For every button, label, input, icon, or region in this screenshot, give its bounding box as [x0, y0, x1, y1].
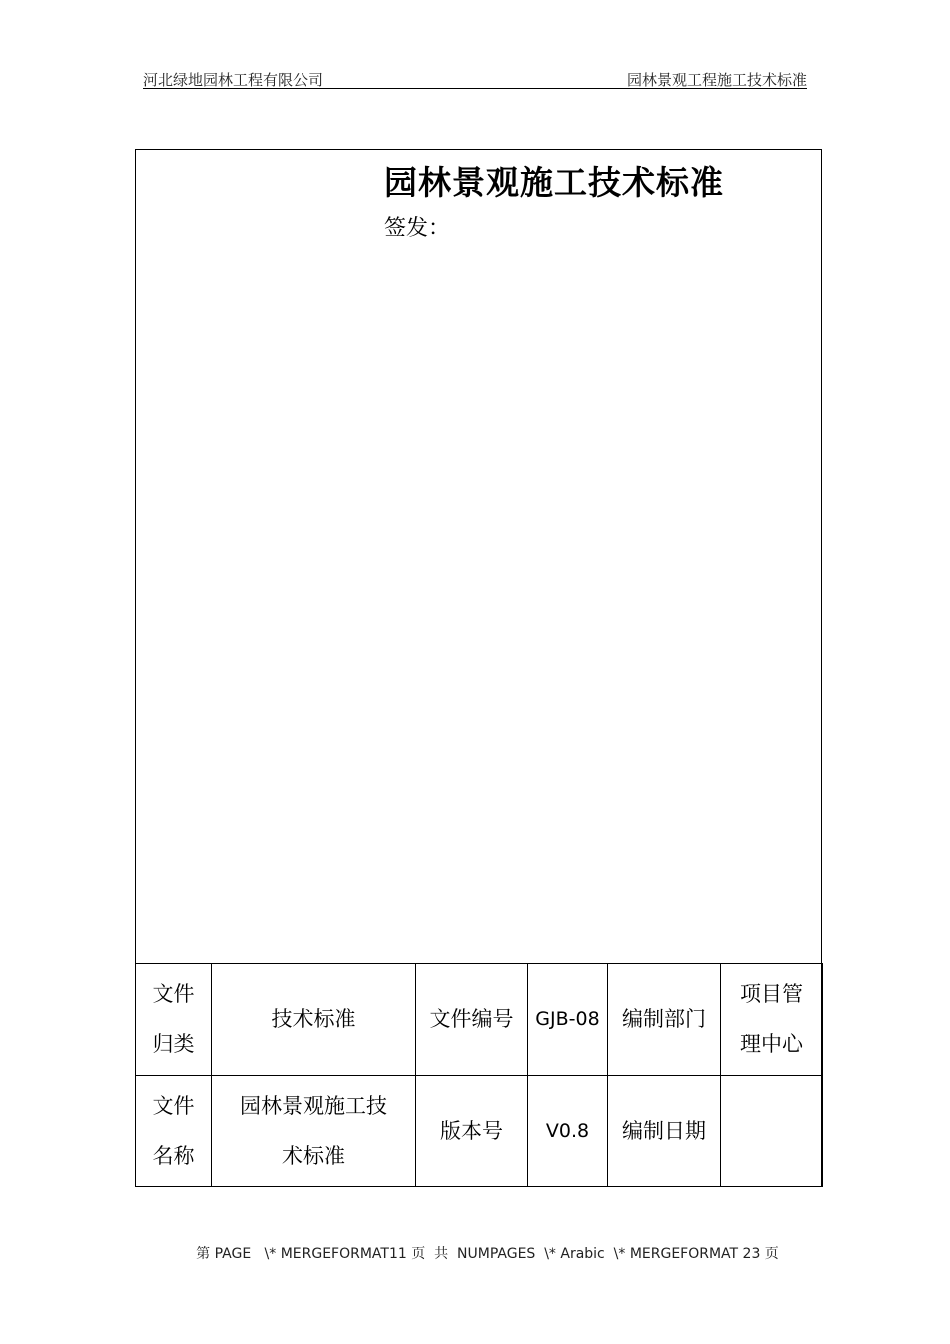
header-doc-title: 园林景观工程施工技术标准: [626, 71, 807, 89]
category-value: 技术标准: [212, 964, 416, 1076]
name-label: 文件名称: [136, 1075, 212, 1187]
page-footer: 第 PAGE \* MERGEFORMAT11 页 共 NUMPAGES \* Arabic \* MERGEFORMAT 23 页: [196, 1246, 779, 1262]
department-value: 项目管理中心: [721, 964, 823, 1076]
date-value: [721, 1075, 823, 1187]
doc-number-value: GJB-08: [528, 964, 608, 1076]
sign-label: 签发：: [384, 216, 451, 241]
header-divider: [143, 88, 807, 89]
version-label: 版本号: [416, 1075, 528, 1187]
name-value: 园林景观施工技术标准: [212, 1075, 416, 1187]
page-title: 园林景观施工技术标准: [384, 163, 724, 202]
header-company: 河北绿地园林工程有限公司: [143, 71, 324, 89]
table-row: [136, 964, 823, 1076]
doc-number-label: 文件编号: [416, 964, 528, 1076]
document-info-table: [135, 963, 823, 1187]
version-value: V0.8: [528, 1075, 608, 1187]
category-label: 文件归类: [136, 964, 212, 1076]
date-label: 编制日期: [608, 1075, 721, 1187]
department-label: 编制部门: [608, 964, 721, 1076]
table-row: [136, 1075, 823, 1187]
